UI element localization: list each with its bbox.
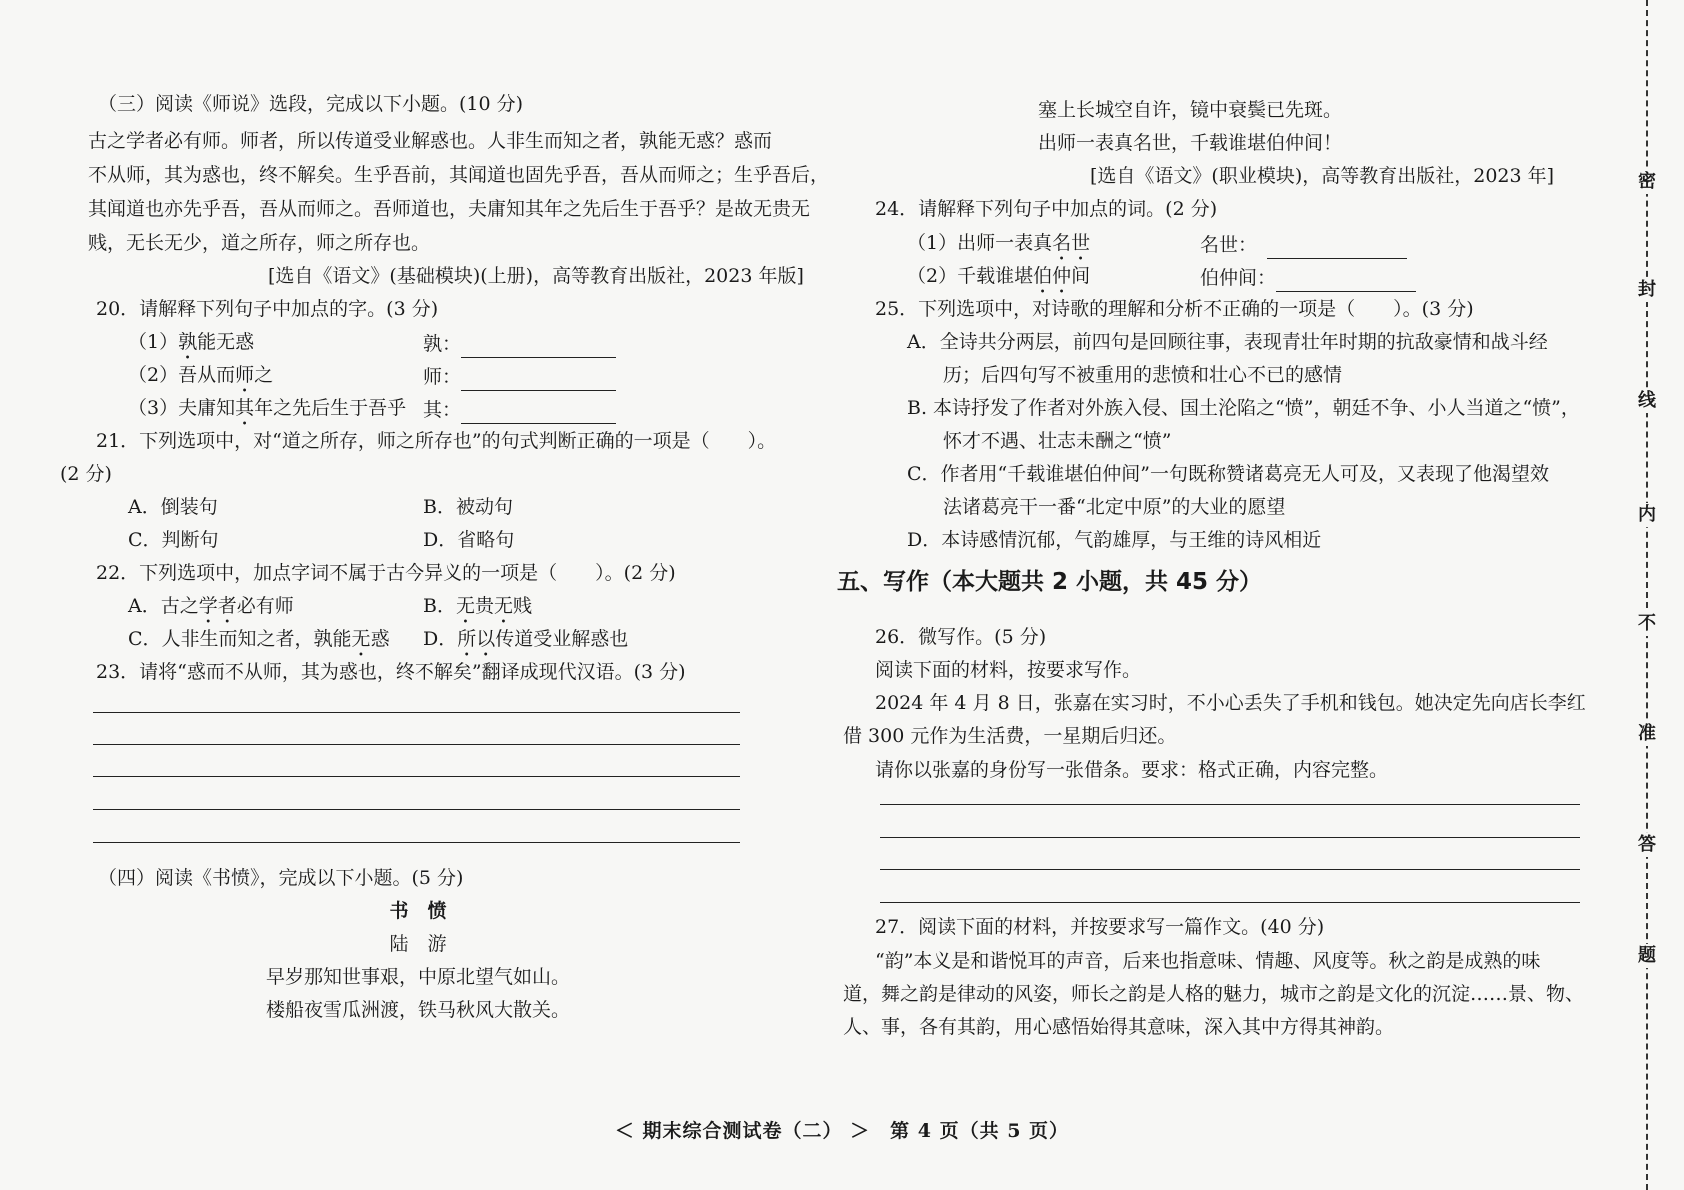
- passage-line: 古之学者必有师。师者，所以传道受业解惑也。人非生而知之者，孰能无惑？惑而: [88, 130, 773, 152]
- answer-line-20-3[interactable]: 其：: [423, 396, 616, 424]
- answer-line-20-1[interactable]: 孰：: [423, 330, 616, 358]
- section-3-header: （三）阅读《师说》选段，完成以下小题。(10 分): [98, 93, 524, 115]
- option-21-a[interactable]: A．倒装句: [128, 496, 218, 518]
- answer-rule[interactable]: [880, 837, 1580, 838]
- answer-rule[interactable]: [93, 842, 740, 843]
- answer-rule[interactable]: [93, 809, 740, 810]
- passage-source: [选自《语文》(基础模块)(上册)，高等教育出版社，2023 年版]: [268, 265, 804, 287]
- option-21-c[interactable]: C．判断句: [128, 529, 219, 551]
- question-21-stem: 21．下列选项中，对“道之所存，师之所存也”的句式判断正确的一项是（ ）。: [96, 430, 777, 452]
- poem-line: 出师一表真名世，千载谁堪伯仲间！: [1037, 132, 1342, 154]
- answer-rule[interactable]: [93, 744, 740, 745]
- option-22-c[interactable]: C．人非生而知之者，孰能无惑: [128, 628, 390, 650]
- option-22-b[interactable]: B．无贵无贱: [423, 595, 533, 617]
- option-22-a[interactable]: A．古之学者必有师: [128, 595, 294, 617]
- option-25-b[interactable]: B. 本诗抒发了作者对外族入侵、国土沦陷之“愤”，朝廷不争、小人当道之“愤”，: [907, 397, 1580, 419]
- binding-char: 题: [1635, 944, 1659, 968]
- answer-line-24-1[interactable]: 名世：: [1200, 231, 1407, 259]
- question-20-item-2: （2）吾从而师之: [128, 364, 274, 386]
- answer-rule[interactable]: [880, 869, 1580, 870]
- question-23-stem: 23．请将“惑而不从师，其为惑也，终不解矣”翻译成现代汉语。(3 分): [96, 661, 686, 683]
- question-25-stem: 25．下列选项中，对诗歌的理解和分析不正确的一项是（ ）。(3 分): [875, 298, 1474, 320]
- option-25-a[interactable]: A．全诗共分两层，前四句是回顾往事，表现青壮年时期的抗敌豪情和战斗经: [907, 331, 1548, 353]
- question-24-item-2: （2）千载谁堪伯仲间: [907, 265, 1091, 287]
- option-25-a-cont: 历；后四句写不被重用的悲愤和壮心不已的感情: [943, 364, 1343, 386]
- question-24-item-1: （1）出师一表真名世: [907, 232, 1091, 254]
- answer-line-24-2[interactable]: 伯仲间：: [1200, 264, 1416, 292]
- question-20-item-3: （3）夫庸知其年之先后生于吾乎: [128, 397, 407, 419]
- poem-line: 塞上长城空自许，镜中衰鬓已先斑。: [1037, 99, 1342, 121]
- option-21-b[interactable]: B．被动句: [423, 496, 513, 518]
- option-22-d[interactable]: D．所以传道受业解惑也: [423, 628, 629, 650]
- question-26-requirement: 请你以张嘉的身份写一张借条。要求：格式正确，内容完整。: [875, 759, 1389, 781]
- binding-char: 线: [1635, 389, 1659, 413]
- option-21-d[interactable]: D．省略句: [423, 529, 515, 551]
- page-footer: ＜ 期末综合测试卷（二） ＞ 第 4 页（共 5 页）: [614, 1120, 1070, 1142]
- section-5-header: 五、写作（本大题共 2 小题，共 45 分）: [837, 569, 1263, 595]
- poem-author: 陆 游: [389, 933, 447, 955]
- option-25-d[interactable]: D．本诗感情沉郁，气韵雄厚，与王维的诗风相近: [907, 529, 1322, 551]
- question-27-stem: 27．阅读下面的材料，并按要求写一篇作文。(40 分): [875, 916, 1325, 938]
- answer-rule[interactable]: [880, 902, 1580, 903]
- question-26-material: 借 300 元作为生活费，一星期后归还。: [843, 725, 1177, 747]
- question-26-stem: 26．微写作。(5 分): [875, 626, 1047, 648]
- option-25-c[interactable]: C．作者用“千载谁堪伯仲间”一句既称赞诸葛亮无人可及，又表现了他渴望效: [907, 463, 1549, 485]
- answer-rule[interactable]: [93, 776, 740, 777]
- passage-line: 贱，无长无少，道之所存，师之所存也。: [88, 232, 431, 254]
- poem-line: 楼船夜雪瓜洲渡，铁马秋风大散关。: [265, 999, 570, 1021]
- section-4-header: （四）阅读《书愤》，完成以下小题。(5 分): [98, 867, 464, 889]
- question-20-item-1: （1）孰能无惑: [128, 331, 255, 353]
- question-27-material: 道，舞之韵是律动的风姿，师长之韵是人格的魅力，城市之韵是文化的沉淀……景、物、: [843, 983, 1585, 1005]
- question-22-stem: 22．下列选项中，加点字词不属于古今异义的一项是（ ）。(2 分): [96, 562, 676, 584]
- question-20-stem: 20．请解释下列句子中加点的字。(3 分): [96, 298, 439, 320]
- binding-line: [1625, 0, 1665, 1190]
- answer-rule[interactable]: [93, 712, 740, 713]
- option-25-c-cont: 法诸葛亮干一番“北定中原”的大业的愿望: [943, 496, 1286, 518]
- answer-line-20-2[interactable]: 师：: [423, 363, 616, 391]
- question-27-material: 人、事，各有其韵，用心感悟始得其意味，深入其中方得其神韵。: [843, 1016, 1395, 1038]
- passage-line: 其闻道也亦先乎吾，吾从而师之。吾师道也，夫庸知其年之先后生于吾乎？是故无贵无: [88, 198, 811, 220]
- binding-char: 封: [1635, 278, 1659, 302]
- question-26-material: 2024 年 4 月 8 日，张嘉在实习时，不小心丢失了手机和钱包。她决定先向店长李红: [875, 692, 1586, 714]
- binding-char: 答: [1635, 833, 1659, 857]
- passage-line: 不从师，其为惑也，终不解矣。生乎吾前，其闻道也固先乎吾，吾从而师之；生乎吾后，: [88, 164, 830, 186]
- poem-source: [选自《语文》(职业模块)，高等教育出版社，2023 年]: [1090, 165, 1555, 187]
- question-24-stem: 24．请解释下列句子中加点的词。(2 分): [875, 198, 1218, 220]
- binding-char: 内: [1635, 503, 1659, 527]
- binding-char: 密: [1635, 170, 1659, 194]
- answer-rule[interactable]: [880, 804, 1580, 805]
- question-27-material: “韵”本义是和谐悦耳的声音，后来也指意味、情趣、风度等。秋之韵是成熟的味: [875, 950, 1541, 972]
- binding-char: 不: [1635, 612, 1659, 636]
- poem-title: 书 愤: [389, 900, 447, 922]
- poem-line: 早岁那知世事艰，中原北望气如山。: [265, 966, 570, 988]
- question-21-score: (2 分): [60, 463, 112, 485]
- question-26-intro: 阅读下面的材料，按要求写作。: [875, 659, 1142, 681]
- binding-char: 准: [1635, 722, 1659, 746]
- option-25-b-cont: 怀才不遇、壮志未酬之“愤”: [943, 430, 1172, 452]
